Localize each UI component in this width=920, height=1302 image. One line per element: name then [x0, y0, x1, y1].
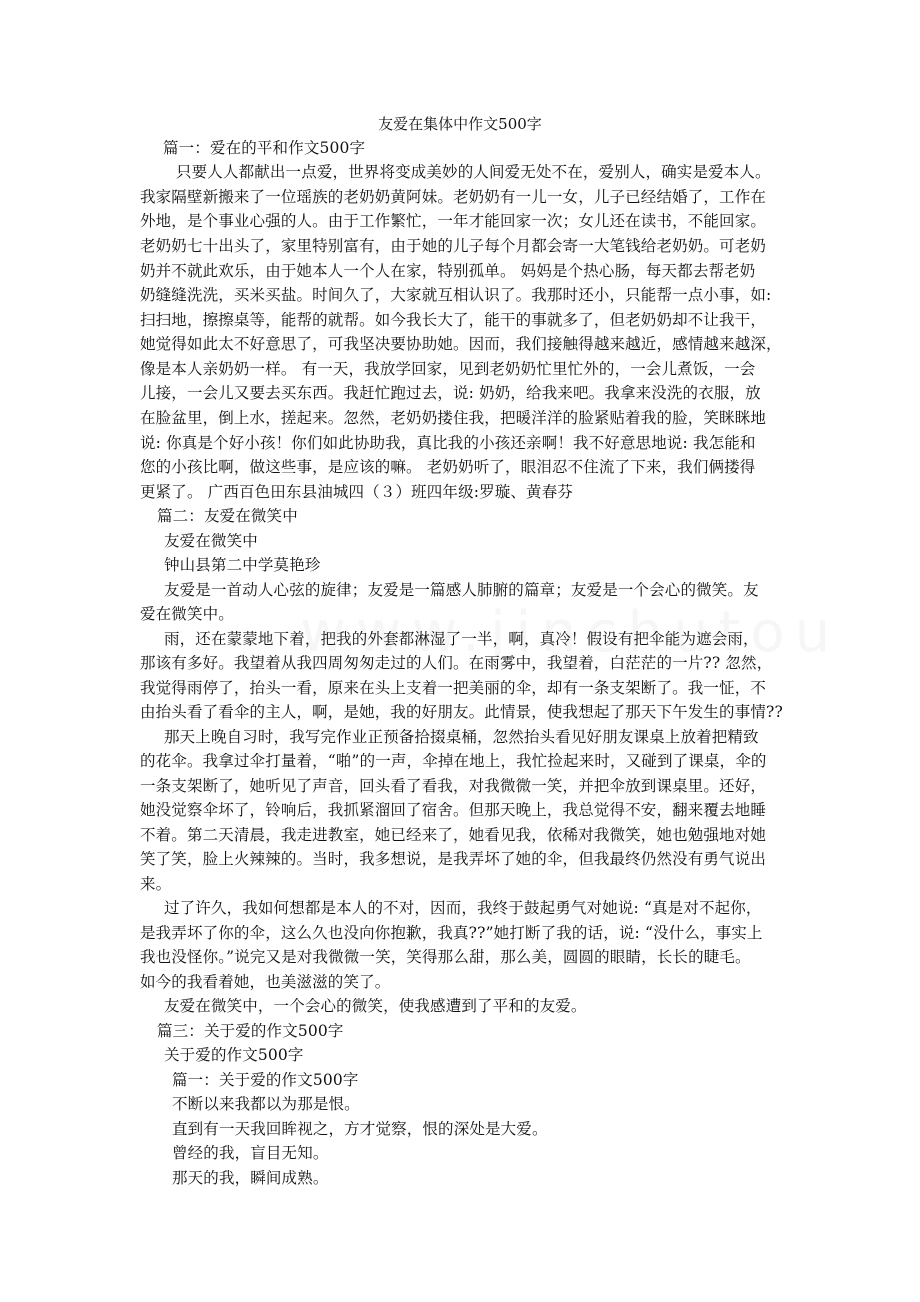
paragraph-line: 奶并不就此欢乐，由于她本人一个人在家，特别孤单。 妈妈是个热心肠，每天都去帮老奶 [140, 262, 756, 280]
paragraph-line: 说: 你真是个好小孩！你们如此协助我，真比我的小孩还亲啊！我不好意思地说: 我怎能和 [140, 434, 756, 452]
paragraph-line: 雨，还在蒙蒙地下着，把我的外套都淋湿了一半，啊，真冷！假设有把伞能为遮会雨， [164, 630, 759, 648]
paragraph-line: 爱在微笑中。 [140, 605, 234, 623]
paragraph-line: 她觉得如此太不好意思了，可我坚决要协助她。因而，我们接触得越来越近，感情越来越深， [140, 335, 782, 353]
paragraph-line: 不断以来我都以为那是恨。 [172, 1095, 360, 1113]
paragraph-line: 奶缝缝洗洗，买米买盐。时间久了，大家就互相认识了。我那时还小，只能帮一点小事，如: [140, 286, 772, 304]
paragraph-line: 在脸盆里，倒上水，搓起来。忽然，老奶奶搂住我，把暖洋洋的脸紧贴着我的脸，笑眯眯地 [140, 409, 767, 427]
paragraph-line: 友爱是一首动人心弦的旋律；友爱是一篇感人肺腑的篇章；友爱是一个会心的微笑。友 [164, 581, 759, 599]
paragraph-line: 像是本人亲奶奶一样。 有一天，我放学回家，见到老奶奶忙里忙外的，一会儿煮饭，一会 [140, 360, 756, 378]
paragraph-line: 友爱在微笑中，一个会心的微笑，使我感遭到了平和的友爱。 [164, 997, 587, 1015]
paragraph-line: 曾经的我，盲目无知。 [172, 1144, 329, 1162]
paragraph-line: 那天上晚自习时，我写完作业正预备拾掇桌桶，忽然抬头看见好朋友课桌上放着把精致 [164, 728, 759, 746]
document-title: 友爱在集体中作文500字 [378, 115, 542, 133]
paragraph-line: 她没觉察伞坏了，铃响后，我抓紧溜回了宿舍。但那天晚上，我总觉得不安，翻来覆去地睡 [140, 801, 767, 819]
subheading: 友爱在微笑中 [164, 532, 258, 550]
paragraph-line: 老奶奶七十出头了，家里特别富有，由于她的儿子每个月都会寄一大笔钱给老奶奶。可老奶 [140, 237, 767, 255]
paragraph-line: 那天的我，瞬间成熟。 [172, 1169, 329, 1187]
paragraph-line: 是我弄坏了你的伞，这么久也没向你抱歉，我真??”她打断了我的话，说: “没什么，事实上 [140, 924, 763, 942]
subheading: 篇一：关于爱的作文500字 [172, 1071, 359, 1089]
author-line: 钟山县第二中学莫艳珍 [164, 556, 321, 574]
section-heading-2: 篇二：友爱在微笑中 [157, 507, 298, 525]
paragraph-line: 我家隔壁新搬来了一位瑶族的老奶奶黄阿妹。老奶奶有一儿一女，儿子已经结婚了，工作在 [140, 188, 767, 206]
paragraph-line: 不着。第二天清晨，我走进教室，她已经来了，她看见我，依稀对我微笑，她也勉强地对她 [140, 826, 767, 844]
paragraph-line: 直到有一天我回眸视之，方才觉察，恨的深处是大爱。 [172, 1120, 548, 1138]
paragraph-line: 外地，是个事业心强的人。由于工作繁忙，一年才能回家一次；女儿还在读书，不能回家。 [140, 212, 767, 230]
paragraph-line: 过了许久，我如何想都是本人的不对，因而，我终于鼓起勇气对她说: “真是对不起你， [164, 899, 762, 917]
paragraph-line: 我觉得雨停了，抬头一看，原来在头上支着一把美丽的伞，却有一条支架断了。我一怔，不 [140, 679, 767, 697]
paragraph-line: 笑了笑，脸上火辣辣的。当时，我多想说，是我弄坏了她的伞，但我最终仍然没有勇气说出 [140, 850, 767, 868]
section-heading-1: 篇一：爱在的平和作文500字 [163, 139, 366, 157]
paragraph-line: 那该有多好。我望着从我四周匆匆走过的人们。在雨雾中，我望着，白茫茫的一片?? 忽然， [140, 654, 773, 672]
paragraph-line: 只要人人都献出一点爱，世界将变成美妙的人间爱无处不在，爱别人，确实是爱本人。 [176, 163, 771, 181]
subheading: 关于爱的作文500字 [164, 1046, 304, 1064]
paragraph-line: 更紧了。 广西百色田东县油城四（３）班四年级:罗璇、黄春芬 [140, 483, 574, 501]
paragraph-line: 儿接，一会儿又要去买东西。我赶忙跑过去，说: 奶奶，给我来吧。我拿来没洗的衣服，放 [140, 384, 761, 402]
paragraph-line: 如今的我看着她，也美滋滋的笑了。 [140, 973, 391, 991]
paragraph-line: 的花伞。我拿过伞打量着，“啪”的一声，伞掉在地上，我忙捡起来时，又碰到了课桌，伞的 [140, 752, 767, 770]
paragraph-line: 扫扫地，擦擦桌等，能帮的就帮。如今我长大了，能干的事就多了，但老奶奶却不让我干， [140, 311, 767, 329]
paragraph-line: 一条支架断了，她听见了声音，回头看了看我，对我微微一笑，并把伞放到课桌里。还好， [140, 777, 767, 795]
section-heading-3: 篇三：关于爱的作文500字 [157, 1022, 344, 1040]
paragraph-line: 您的小孩比啊，做这些事，是应该的嘛。 老奶奶听了，眼泪忍不住流了下来，我们俩搂得 [140, 458, 756, 476]
paragraph-line: 由抬头看了看伞的主人，啊，是她，我的好朋友。此情景，使我想起了那天下午发生的事情?? [140, 703, 783, 721]
paragraph-line: 我也没怪你。”说完又是对我微微一笑，笑得那么甜，那么美，圆圆的眼睛，长长的睫毛。 [140, 948, 751, 966]
paragraph-line: 来。 [140, 875, 172, 893]
